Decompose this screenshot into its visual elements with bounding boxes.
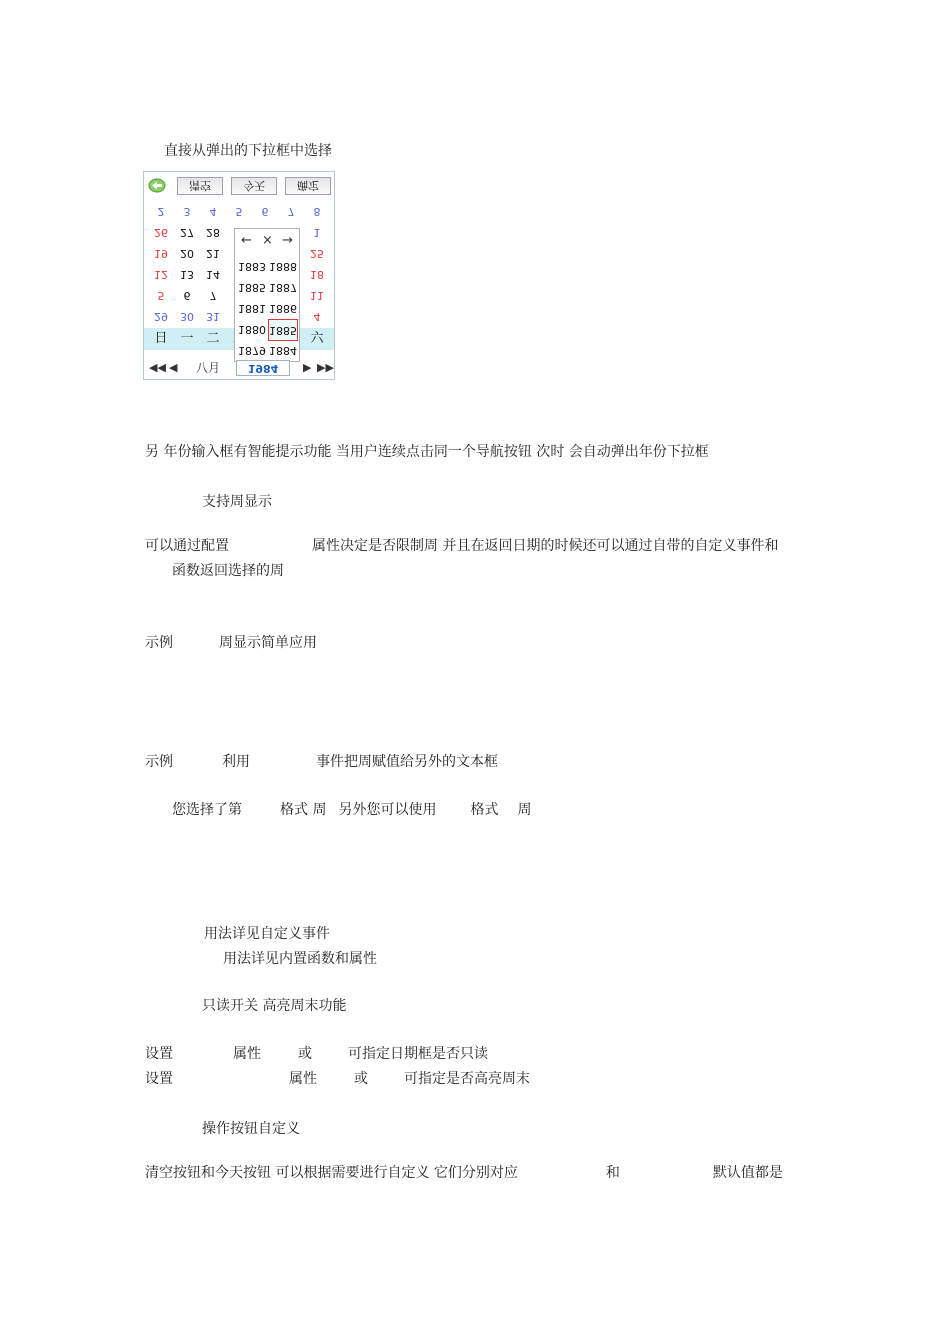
- day-cell[interactable]: 8: [313, 205, 321, 218]
- day-cell[interactable]: 20: [180, 247, 194, 260]
- day-cell[interactable]: 18: [310, 268, 324, 281]
- text-span: 利用: [222, 754, 250, 770]
- day-cell[interactable]: 21: [206, 247, 220, 260]
- paragraph-custom-buttons: [145, 1164, 783, 1182]
- month-label[interactable]: 八月: [196, 361, 221, 375]
- text-span: 事件把周赋值给另外的文本框: [316, 754, 498, 770]
- day-cell[interactable]: 26: [154, 226, 168, 239]
- day-cell[interactable]: 4: [313, 310, 321, 323]
- text-span: 格式 周: [280, 802, 327, 818]
- setting-highlight-weekend: [145, 1070, 530, 1088]
- text-span: 可以通过配置: [145, 538, 229, 554]
- example-2-output: [172, 801, 531, 819]
- next-year-icon[interactable]: ▶▶: [317, 361, 334, 374]
- day-cell[interactable]: 14: [206, 268, 220, 281]
- date-picker-toolbar: [144, 172, 334, 200]
- paragraph-week-config: [145, 537, 778, 555]
- heading-readonly-weekend: 只读开关 高亮周末功能: [202, 998, 347, 1014]
- close-icon[interactable]: ×: [262, 233, 273, 248]
- text-span: 清空按钮和今天按钮 可以根据需要进行自定义 它们分别对应: [145, 1165, 518, 1181]
- text-span: 属性决定是否限制周 并且在返回日期的时候还可以通过自带的自定义事件和: [312, 538, 779, 554]
- day-cell[interactable]: 6: [261, 205, 269, 218]
- day-cell[interactable]: 28: [206, 226, 220, 239]
- text-span: 周显示简单应用: [219, 635, 317, 651]
- year-option[interactable]: 1880: [238, 323, 266, 336]
- year-input[interactable]: 1984: [236, 360, 290, 376]
- setting-readonly: [145, 1045, 488, 1063]
- text-span: 另外您可以使用: [338, 802, 437, 818]
- prev-years-icon[interactable]: ←: [241, 233, 252, 248]
- day-cell[interactable]: 12: [154, 268, 168, 281]
- day-cell[interactable]: 6: [183, 289, 191, 302]
- text-span: 示例: [145, 635, 173, 651]
- intro-text: 直接从弹出的下拉框中选择: [164, 143, 332, 159]
- text-span: 格式: [470, 802, 499, 818]
- year-option[interactable]: 1887: [269, 281, 297, 294]
- text-span: 您选择了第: [172, 802, 242, 818]
- day-cell[interactable]: 25: [310, 247, 324, 260]
- prev-month-icon[interactable]: ◀: [169, 361, 178, 374]
- text-span: 示例: [145, 754, 173, 770]
- day-cell[interactable]: 31: [206, 310, 220, 323]
- next-month-icon[interactable]: ▶: [303, 361, 312, 374]
- note-custom-events: 用法详见自定义事件: [204, 926, 330, 942]
- weekday-label: 二: [206, 331, 220, 346]
- text-span: 可指定是否高亮周末: [404, 1071, 530, 1087]
- year-option[interactable]: 1881: [238, 302, 266, 315]
- paragraph-week-config-cont: 函数返回选择的周: [172, 563, 284, 579]
- year-dropdown: [234, 228, 300, 362]
- next-years-icon[interactable]: →: [282, 233, 293, 248]
- weekday-label: 一: [180, 331, 194, 346]
- text-span: 或: [298, 1046, 312, 1062]
- day-cell[interactable]: 13: [180, 268, 194, 281]
- day-cell[interactable]: 19: [154, 247, 168, 260]
- year-option[interactable]: 1879: [238, 344, 266, 357]
- day-cell[interactable]: 3: [183, 205, 191, 218]
- day-cell[interactable]: 4: [209, 205, 217, 218]
- day-cell[interactable]: 7: [287, 205, 295, 218]
- ok-button[interactable]: 确定: [285, 177, 331, 195]
- day-cell[interactable]: 1: [313, 226, 321, 239]
- year-option[interactable]: 1888: [269, 260, 297, 273]
- day-cell[interactable]: 2: [157, 205, 165, 218]
- note-builtin-functions: 用法详见内置函数和属性: [223, 951, 377, 967]
- day-cell[interactable]: 11: [310, 289, 324, 302]
- day-cell[interactable]: 27: [180, 226, 194, 239]
- text-span: 或: [354, 1071, 368, 1087]
- text-span: 设置: [145, 1046, 173, 1062]
- day-cell[interactable]: 29: [154, 310, 168, 323]
- day-cell[interactable]: 5: [157, 289, 165, 302]
- heading-custom-buttons: 操作按钮自定义: [202, 1121, 300, 1137]
- example-1: [145, 634, 317, 652]
- refresh-icon[interactable]: [148, 178, 166, 193]
- year-option[interactable]: 1884: [269, 344, 297, 357]
- text-span: 属性: [289, 1071, 317, 1087]
- weekday-label: 六: [310, 331, 324, 346]
- text-span: 属性: [233, 1046, 261, 1062]
- clear-button[interactable]: 清空: [177, 177, 223, 195]
- day-cell[interactable]: 30: [180, 310, 194, 323]
- day-cell[interactable]: 7: [209, 289, 217, 302]
- text-span: 周: [517, 802, 532, 818]
- text-span: 设置: [145, 1071, 173, 1087]
- year-option-selected[interactable]: 1885: [268, 319, 298, 341]
- year-option[interactable]: 1885: [238, 281, 266, 294]
- text-span: 可指定日期框是否只读: [348, 1046, 488, 1062]
- text-span: 默认值都是: [712, 1165, 783, 1181]
- example-2: [145, 753, 498, 771]
- day-cell[interactable]: 5: [235, 205, 243, 218]
- text-span: 和: [605, 1165, 620, 1181]
- today-button[interactable]: 今天: [231, 177, 277, 195]
- year-option[interactable]: 1886: [269, 302, 297, 315]
- week-row: [148, 201, 332, 222]
- weekday-label: 日: [154, 331, 168, 346]
- year-option[interactable]: 1883: [238, 260, 266, 273]
- heading-week-display: 支持周显示: [202, 494, 272, 510]
- paragraph-year-hint: 另 年份输入框有智能提示功能 当用户连续点击同一个导航按钮 次时 会自动弹出年份下拉框: [145, 444, 709, 460]
- prev-year-icon[interactable]: ◀◀: [149, 361, 166, 374]
